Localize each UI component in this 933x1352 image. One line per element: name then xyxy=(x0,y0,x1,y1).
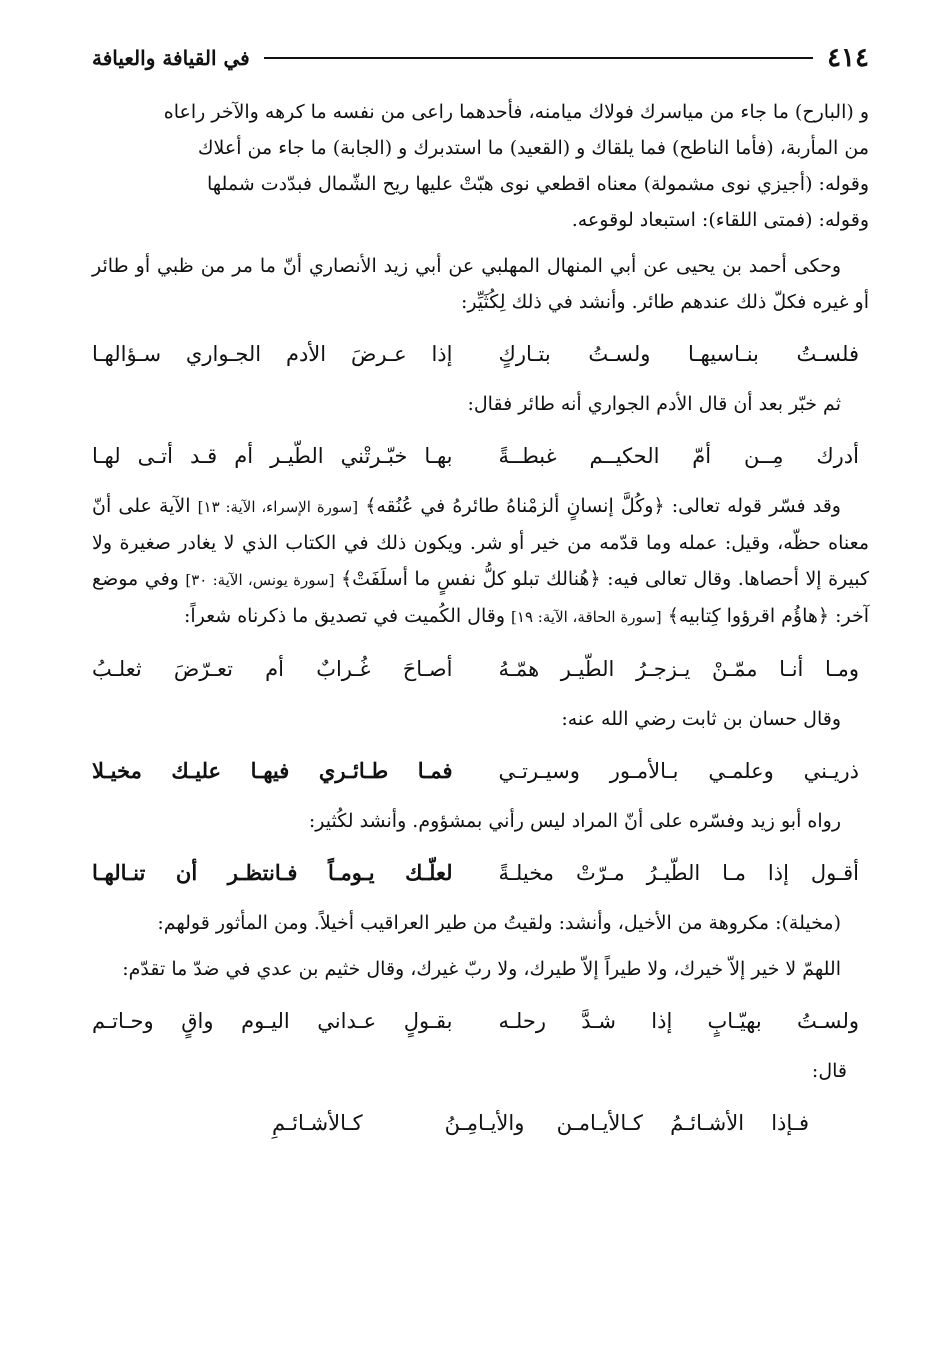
paragraph-text: الآية على أنّ معناه حظّه، وقيل: عمله وما قدّمه من خير أو شر. ويكون ذلك في الكتاب الذي لا يغادر صغيرة ولا كبيرة إلا أحصاها. وقال تعالى فيه: ﴿هُنالك تبلو كلُّ نفسٍ ما أسلَفَتْ﴾ xyxy=(92,495,870,590)
paragraph-line: و (البارح) ما جاء من مياسرك فولاك ميامنه، فأحدهما راعى من نفسه ما كرهه والآخر راعاه xyxy=(163,101,869,123)
quran-reference: [سورة الحاقة، الآية: ١٩] xyxy=(511,608,662,626)
quran-text: وقد فسّر قوله تعالى: ﴿وكُلَّ إنسانٍ ألزمْناهُ طائرهُ في عُنُقه﴾ xyxy=(365,495,841,517)
running-title: في القيافة والعيافة xyxy=(92,46,250,70)
verse-hemistich-first: ومـا أنـا ممّـنْ يـزجـرُ الطّيـر همّـهُ xyxy=(498,657,859,681)
paragraph: ثم خبّر بعد أن قال الأدم الجواري أنه طائر فقال: xyxy=(467,393,841,415)
paragraph-text: وفي موضع آخر: ﴿هاؤُم اقرؤوا كِتابيه﴾ xyxy=(92,568,869,627)
verse-hemistich-first: فلسـتُ بنـاسيهـا ولسـتُ بتـاركٍ xyxy=(498,342,859,366)
verse xyxy=(92,751,869,791)
verse xyxy=(92,334,869,374)
paragraph: (مخيلة): مكروهة من الأخيل، وأنشد: ولقيتُ من طير العراقيب أخيلاً. ومن المأثور قولهم: xyxy=(157,912,841,934)
paragraph: اللهمّ لا خير إلاّ خيرك، ولا طيراً إلاّ طيرك، ولا ربّ غيرك، وقال خثيم بن عدي في ضدّ ما تقدّم: xyxy=(122,958,841,980)
verse-hemistich-first: أقـول إذا مـا الطّيـرُ مـرّتْ مخيلـةً xyxy=(498,861,859,885)
verse-hemistich-second: بقـولٍ عـداني اليـوم واقٍ وحـاتـم xyxy=(92,1009,453,1033)
paragraph-line: وقوله: (فمتى اللقاء): استبعاد لوقوعه. xyxy=(571,209,869,231)
paragraph-text: وقال الكُميت في تصديق ما ذكرناه شعراً: xyxy=(183,605,505,627)
verse-hemistich-second: بهـا خبّـرتْني الطّيـر أم قـد أتـى لهـا xyxy=(92,444,453,468)
verse-hemistich-second: إذا عـرضَ الأدم الجـواري سـؤالهـا xyxy=(92,342,453,366)
paragraph: قال: xyxy=(811,1060,847,1082)
verse xyxy=(92,1001,869,1041)
verse xyxy=(92,649,869,689)
verse xyxy=(92,853,869,893)
verse-hemistich-second: أصـاحَ غُـرابٌ أم تعـرّضَ ثعلـبُ xyxy=(92,657,453,681)
paragraph xyxy=(92,488,869,635)
paragraph: وحكى أحمد بن يحيى عن أبي المنهال المهلبي عن أبي زيد الأنصاري أنّ ما مر من ظبي أو طائر أو غيره فكلّ ذلك عندهم طائر. وأنشد في ذلك لِكُثَيِّر: xyxy=(92,255,869,313)
verse-hemistich-first: فـإذا الأشـائـمُ كـالأيـامـن xyxy=(556,1111,809,1135)
page-number: ٤١٤ xyxy=(827,43,869,73)
verse-hemistich-second: فمـا طـائـري فيهـا عليـك مخيـلا xyxy=(92,758,453,783)
paragraph: رواه أبو زيد وفسّره على أنّ المراد ليس رأني بمشؤوم. وأنشد لكُثير: xyxy=(308,810,841,832)
quran-reference: [سورة يونس، الآية: ٣٠] xyxy=(185,571,335,589)
verse xyxy=(92,1103,869,1143)
header-rule xyxy=(264,57,813,59)
page-header xyxy=(92,38,869,78)
paragraph: وقال حسان بن ثابت رضي الله عنه: xyxy=(561,708,841,730)
verse xyxy=(92,436,869,476)
verse-hemistich-first: ذريـني وعلمـي بـالأمـور وسيـرتـي xyxy=(498,759,859,783)
verse-hemistich-second: والأيـامِـنُ كـالأشـائـمِ xyxy=(272,1111,525,1135)
verse-hemistich-second: لعلّـك يـومـاً فـانتظـر أن تنـالهـا xyxy=(92,860,453,885)
paragraph-line: من المأربة، (فأما الناطح) فما يلقاك و (القعيد) ما استدبرك و (الجابة) ما جاء من أعلاك xyxy=(197,137,869,159)
paragraph-line: وقوله: (أجيزي نوى مشمولة) معناه اقطعي نوى هبّتْ عليها ريح الشّمال فبدّدت شملها xyxy=(206,173,869,195)
verse-hemistich-first: أدرك مِــن أمّ الحكيــم غبطــةً xyxy=(498,444,859,468)
quran-reference: [سورة الإسراء، الآية: ١٣] xyxy=(197,498,359,516)
verse-hemistich-first: ولسـتُ بهيّـابٍ إذا شـدَّ رحلـه xyxy=(498,1009,859,1033)
